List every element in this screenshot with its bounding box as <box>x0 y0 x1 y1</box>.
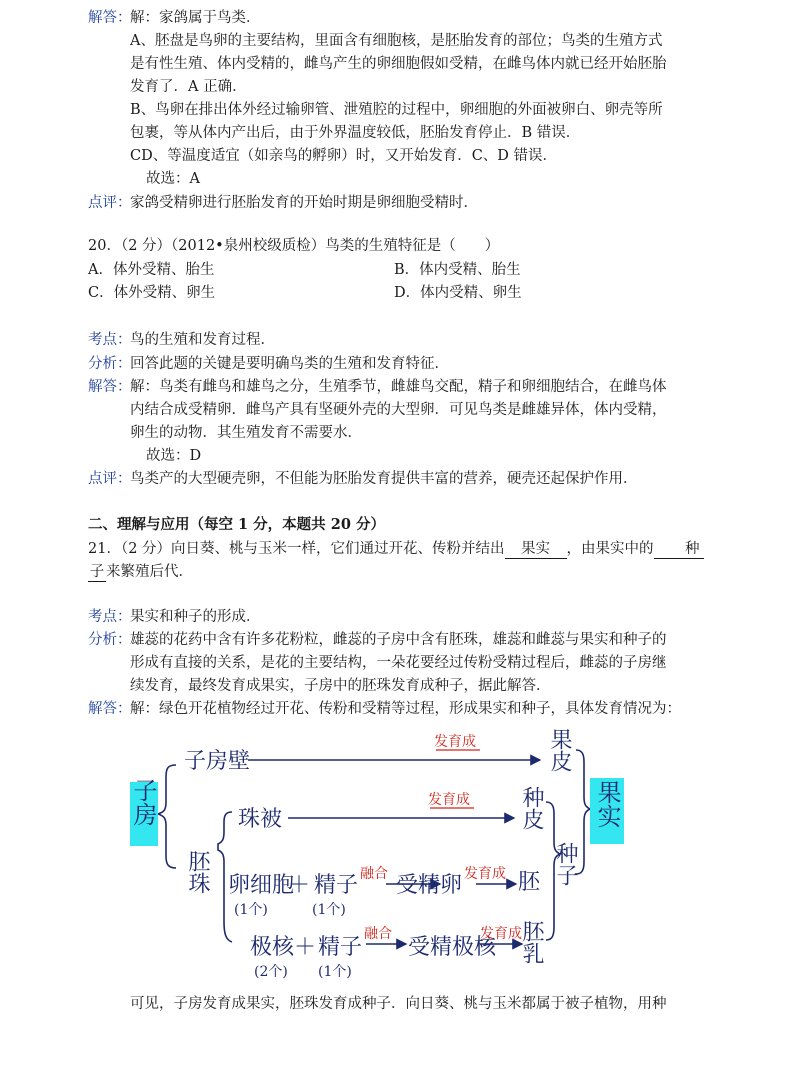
fruit-label: 果实 <box>593 780 621 828</box>
develop-label: 发育成 <box>480 926 522 942</box>
pericarp-label: 果皮 <box>547 728 572 772</box>
analysis-line: 雄蕊的花药中含有许多花粉粒，雌蕊的子房中含有胚珠，雄蕊和雌蕊与果实和种子的 <box>130 632 667 648</box>
answer-line: 故选：D <box>146 448 202 464</box>
analysis-line: 形成有直接的关系，是花的主要结构，一朵花要经过传粉受精过程后，雌蕊的子房继 <box>130 655 667 671</box>
comment-tag: 点评： <box>88 471 132 487</box>
endosperm-label: 胚乳 <box>519 920 544 964</box>
question-stem-cont <box>88 562 193 582</box>
comment-text: 鸟类产的大型硬壳卵，不但能为胚胎发育提供丰富的营养，硬壳还起保护作用． <box>130 471 638 487</box>
ovary-label: 子房 <box>129 778 157 826</box>
answer-line: 故选：A <box>146 171 200 187</box>
option-b: B．体内受精、胎生 <box>394 262 521 278</box>
conclusion-text: 可见，子房发育成果实，胚珠发育成种子．向日葵、桃与玉米都属于被子植物，用种 <box>130 996 667 1012</box>
comment-tag: 点评： <box>88 195 132 211</box>
answer-line: 内结合成受精卵．雌鸟产具有坚硬外壳的大型卵．可见鸟类是雌雄异体，体内受精， <box>130 402 667 418</box>
answer-line: CD、等温度适宜（如亲鸟的孵卵）时，又开始发育．C、D 错误． <box>130 148 558 164</box>
seed-coat-label: 种皮 <box>519 786 544 830</box>
answer-blank-1: 果实 <box>505 540 567 559</box>
analysis-tag: 分析： <box>88 356 132 372</box>
count-label: (1个) <box>318 964 352 980</box>
point-tag: 考点： <box>88 609 132 625</box>
count-label: (1个) <box>234 902 268 918</box>
zygote-label: 受精卵 <box>396 873 463 898</box>
count-label: (1个) <box>312 902 346 918</box>
develop-label: 发育成 <box>464 866 506 882</box>
plus-sign: ＋ <box>288 873 311 898</box>
point-text: 果实和种子的形成． <box>130 609 261 625</box>
fertilized-polar-label: 受精极核 <box>408 935 497 960</box>
egg-cell-label: 卵细胞 <box>228 873 295 898</box>
option-a: A．体外受精、胎生 <box>88 262 215 278</box>
answer-line: 解：家鸽属于鸟类． <box>130 10 261 26</box>
stem-part: ，由果实中的 <box>566 541 654 557</box>
answer-tag: 解答： <box>88 10 132 26</box>
sperm-label: 精子 <box>314 873 359 898</box>
point-tag: 考点： <box>88 332 132 348</box>
answer-tag: 解答： <box>88 701 132 717</box>
question-stem: 20．（2 分）（2012•泉州校级质检）鸟类的生殖特征是（ ） <box>88 238 500 254</box>
fuse-label: 融合 <box>360 866 388 882</box>
answer-intro: 解：绿色开花植物经过开花、传粉和受精等过程，形成果实和种子，具体发育情况为： <box>130 701 681 717</box>
integument-label: 珠被 <box>238 807 283 832</box>
stem-part: 来繁殖后代． <box>106 564 193 580</box>
polar-nuclei-label: 极核 <box>250 935 295 960</box>
count-label: (2个) <box>254 964 288 980</box>
answer-line: 发育了．A 正确． <box>130 79 247 95</box>
option-d: D．体内受精、卵生 <box>394 285 522 301</box>
answer-line: A、胚盘是鸟卵的主要结构，里面含有细胞核，是胚胎发育的部位；鸟类的生殖方式 <box>130 33 663 49</box>
answer-line: 是有性生殖、体内受精的，雌鸟产生的卵细胞假如受精，在雌鸟体内就已经开始胚胎 <box>130 56 667 72</box>
develop-label: 发育成 <box>434 734 476 750</box>
plus-sign: ＋ <box>294 935 317 960</box>
section-title: 二、理解与应用（每空 1 分，本题共 20 分） <box>88 516 385 533</box>
analysis-tag: 分析： <box>88 632 132 648</box>
analysis-line: 续发育，最终发育成果实，子房中的胚珠发育成种子，据此解答． <box>130 678 551 694</box>
question-stem <box>88 539 704 559</box>
analysis-text: 回答此题的关键是要明确鸟类的生殖和发育特征． <box>130 356 449 372</box>
fuse-label: 融合 <box>364 926 392 942</box>
answer-line: 解：鸟类有雌鸟和雄鸟之分，生殖季节，雌雄鸟交配，精子和卵细胞结合，在雌鸟体 <box>130 379 667 395</box>
answer-tag: 解答： <box>88 379 132 395</box>
answer-line: B、鸟卵在排出体外经过输卵管、泄殖腔的过程中，卵细胞的外面被卵白、卵壳等所 <box>130 102 663 118</box>
option-c: C．体外受精、卵生 <box>88 285 216 301</box>
ovule-label: 胚珠 <box>185 850 210 894</box>
answer-line: 卵生的动物．其生殖发育不需要水． <box>130 425 362 441</box>
comment-text: 家鸽受精卵进行胚胎发育的开始时期是卵细胞受精时． <box>130 195 478 211</box>
answer-blank-2-cont: 子 <box>89 564 105 580</box>
sperm-label: 精子 <box>318 935 363 960</box>
embryo-label: 胚 <box>518 870 541 895</box>
develop-label: 发育成 <box>428 792 470 808</box>
answer-blank-2: 种 <box>654 540 704 559</box>
answer-line: 包裹，等从体内产出后，由于外界温度较低，胚胎发育停止．B 错误． <box>130 125 581 141</box>
ovary-wall-label: 子房壁 <box>184 749 251 774</box>
stem-part: 21．（2 分）向日葵、桃与玉米一样，它们通过开花、传粉并结出 <box>88 541 505 557</box>
seed-label: 种子 <box>553 842 578 886</box>
point-text: 鸟的生殖和发育过程． <box>130 332 275 348</box>
